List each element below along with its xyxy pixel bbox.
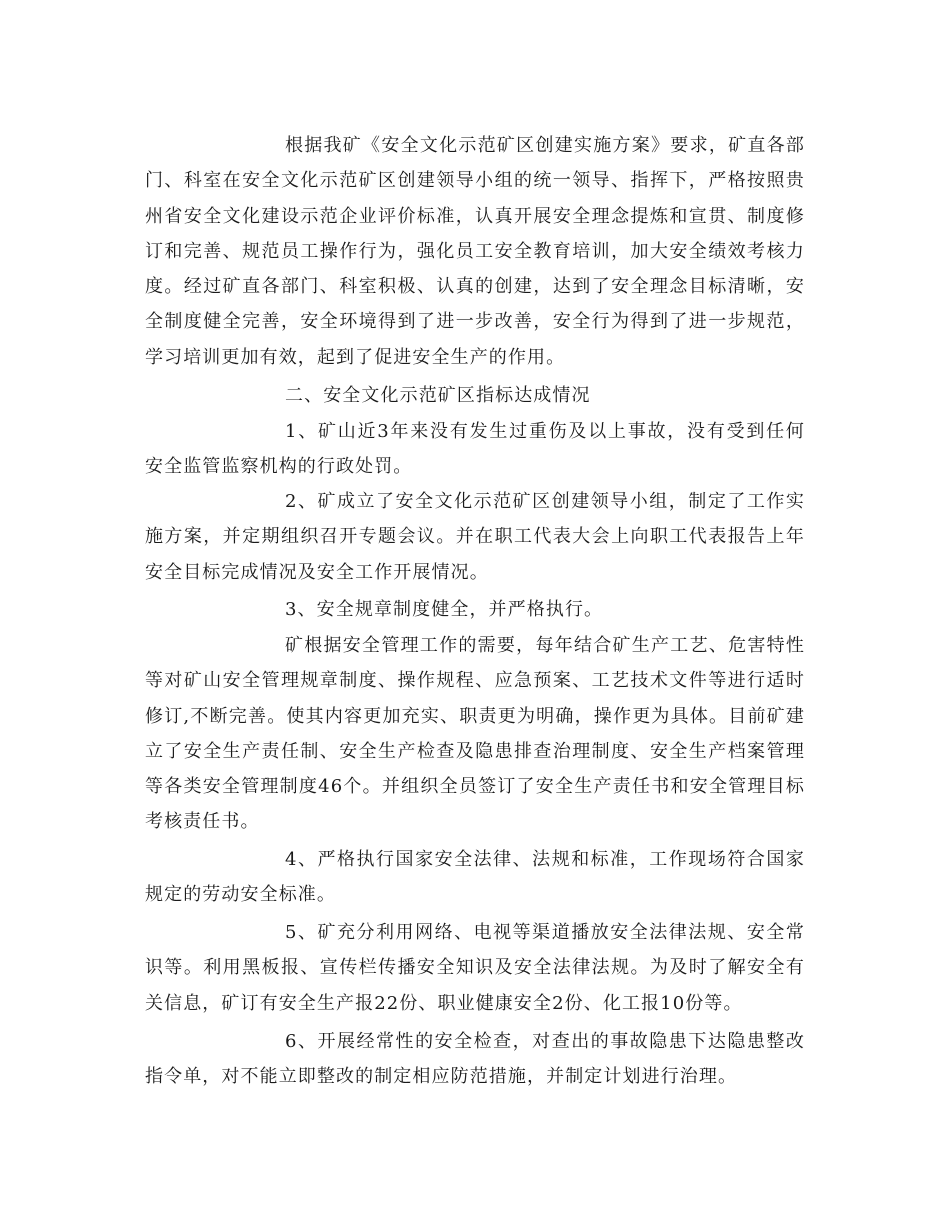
paragraph-item-6: 6、开展经常性的安全检查，对查出的事故隐患下达隐患整改指令单，对不能立即整改的制定相应防范措施，并制定计划进行治理。 [145,1031,805,1088]
paragraph-item-3: 3、安全规章制度健全，并严格执行。 [285,599,604,620]
paragraph-item-2: 2、矿成立了安全文化示范矿区创建领导小组，制定了工作实施方案，并定期组织召开专题会议。并在职工代表大会上向职工代表报告上年安全目标完成情况及安全工作开展情况。 [145,491,805,583]
paragraph-intro: 根据我矿《安全文化示范矿区创建实施方案》要求，矿直各部门、科室在安全文化示范矿区创建领导小组的统一领导、指挥下，严格按照贵州省安全文化建设示范企业评价标准，认真开展安全理念提炼和宣贯、制度修订和完善、规范员工操作行为，强化员工安全教育培训，加大安全绩效考核力度。经过矿直各部门、科室积极、认真的创建，达到了安全理念目标清晰，安全制度健全完善，安全环境得到了进一步改善，安全行为得到了进一步规范，学习培训更加有效，起到了促进安全生产的作用。 [145,135,805,368]
paragraph-item-4: 4、严格执行国家安全法律、法规和标准，工作现场符合国家规定的劳动安全标准。 [145,849,805,906]
section-heading: 二、安全文化示范矿区指标达成情况 [285,385,591,406]
paragraph-item-3-detail: 矿根据安全管理工作的需要，每年结合矿生产工艺、危害特性等对矿山安全管理规章制度、操作规程、应急预案、工艺技术文件等进行适时修订,不断完善。使其内容更加充实、职责更为明确，操作更为具体。目前矿建立了安全生产责任制、安全生产检查及隐患排查治理制度、安全生产档案管理等各类安全管理制度46个。并组织全员签订了安全生产责任书和安全管理目标考核责任书。 [145,635,805,833]
paragraph-item-5: 5、矿充分利用网络、电视等渠道播放安全法律法规、安全常识等。利用黑板报、宣传栏传播安全知识及安全法律法规。为及时了解安全有关信息，矿订有安全生产报22份、职业健康安全2份、化工报10份等。 [145,922,805,1014]
paragraph-item-1: 1、矿山近3年来没有发生过重伤及以上事故，没有受到任何安全监管监察机构的行政处罚。 [145,421,805,478]
